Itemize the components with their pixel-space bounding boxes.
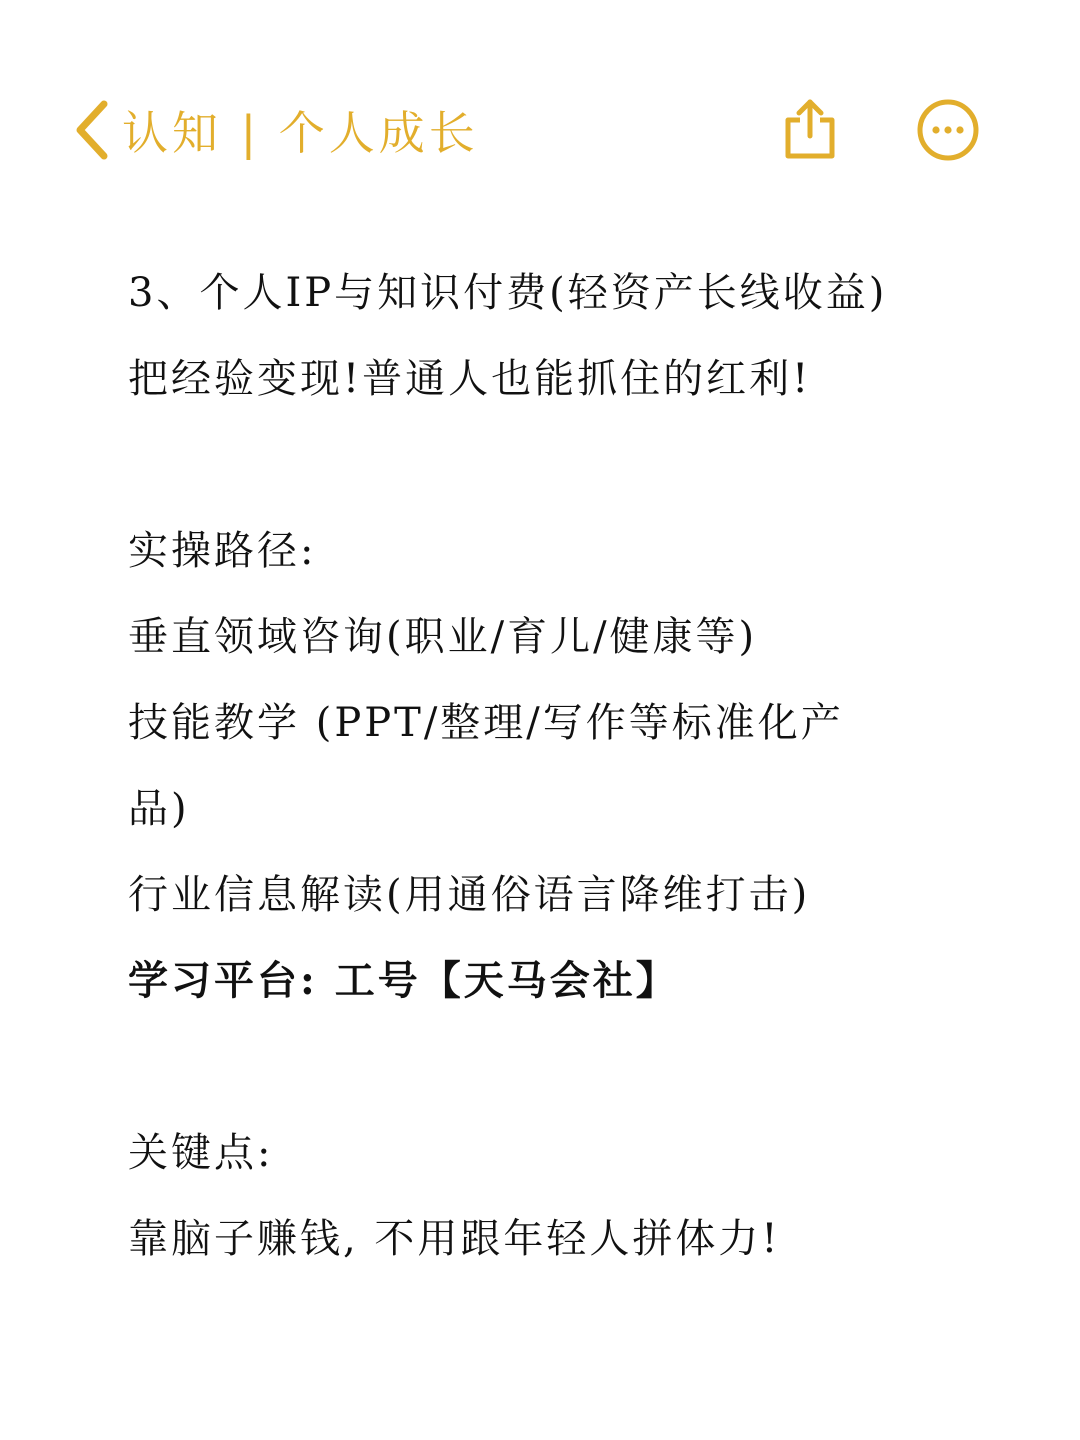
note-toolbar xyxy=(0,0,1080,240)
blank-line xyxy=(128,1024,1008,1110)
share-icon[interactable] xyxy=(780,96,840,162)
back-button[interactable] xyxy=(70,95,479,165)
folder-breadcrumb[interactable]: 认知 | 个人成长 xyxy=(122,106,479,160)
section-label-key-points: 关键点: xyxy=(128,1130,274,1176)
blank-line xyxy=(128,422,1008,508)
note-line: 把经验变现!普通人也能抓住的红利! xyxy=(128,356,812,402)
list-item: 靠脑子赚钱, 不用跟年轻人拼体力! xyxy=(128,1216,781,1262)
chevron-left-icon xyxy=(70,98,114,162)
list-item: 行业信息解读(用通俗语言降维打击) xyxy=(128,872,811,918)
list-item-continued: 品) xyxy=(128,786,190,832)
platform-line: 学习平台: 工号【天马会社】 xyxy=(128,957,679,1004)
note-heading: 3、个人IP与知识付费(轻资产长线收益) xyxy=(128,270,888,316)
list-item: 技能教学 (PPT/整理/写作等标准化产 xyxy=(128,700,844,746)
note-body[interactable] xyxy=(128,250,1008,1282)
list-item: 垂直领域咨询(职业/育儿/健康等) xyxy=(128,614,758,660)
section-label-path: 实操路径: xyxy=(128,528,317,574)
more-horizontal-icon[interactable] xyxy=(916,98,980,162)
